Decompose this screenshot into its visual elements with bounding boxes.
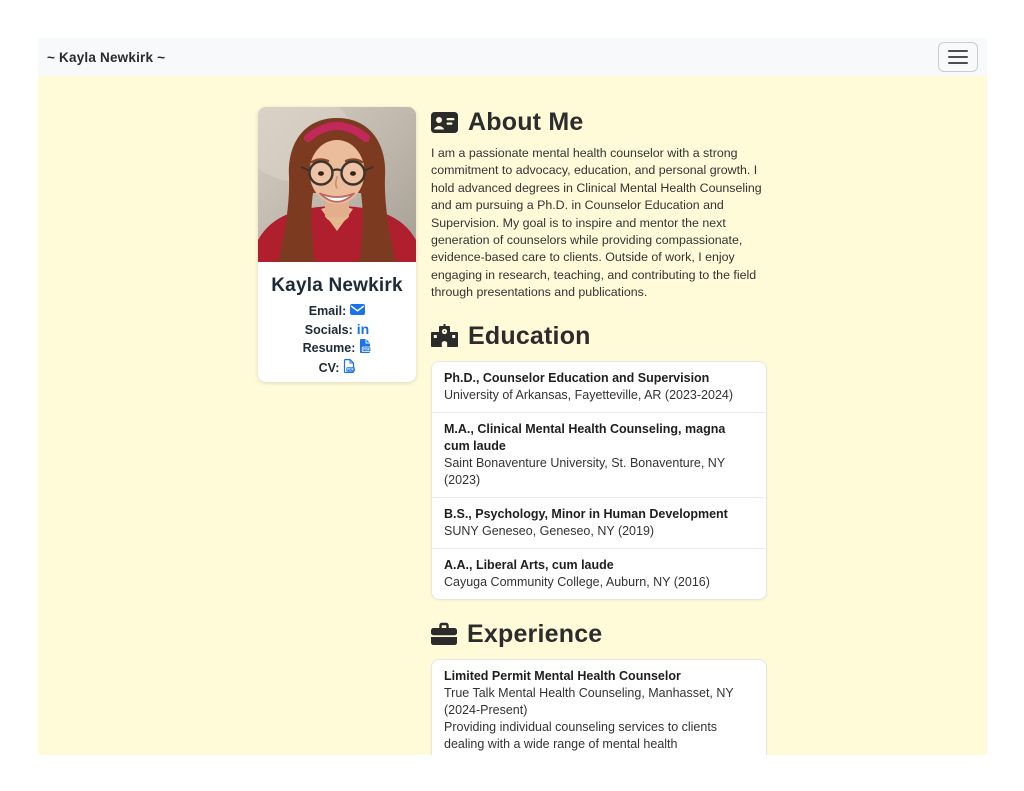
job-description: Providing individual counseling services to clients dealing with a wide range of mental health (444, 719, 718, 751)
about-title: About Me (468, 108, 584, 136)
education-item (432, 362, 766, 413)
resume-label: Resume: (302, 341, 356, 356)
file-pdf-solid-icon[interactable] (359, 339, 371, 359)
degree-school: Cayuga Community College, Auburn, NY (2016) (444, 574, 710, 589)
pdf-label-text: PDF (347, 367, 355, 372)
degree-school: SUNY Geneseo, Geneseo, NY (2019) (444, 523, 655, 538)
email-label: Email: (308, 304, 347, 319)
education-item (432, 413, 766, 498)
content-row (258, 107, 767, 755)
email-row (258, 303, 416, 321)
education-list (431, 361, 767, 600)
linkedin-icon[interactable]: in (356, 320, 370, 337)
degree-title: B.S., Psychology, Minor in Human Development (444, 506, 728, 521)
cv-label: CV: (318, 360, 340, 375)
resume-row (258, 339, 416, 359)
experience-title: Experience (467, 619, 603, 648)
bio-column (431, 107, 767, 755)
profile-card (258, 107, 416, 382)
profile-photo (258, 107, 416, 262)
degree-title: Ph.D., Counselor Education and Supervision (444, 370, 710, 385)
socials-row (258, 321, 416, 340)
experience-item (432, 660, 766, 755)
profile-name: Kayla Newkirk (271, 275, 403, 296)
about-text: I am a passionate mental health counselor with a strong commitment to advocacy, education, and personal growth. I hold advanced degrees in Clinical Mental Health Counseling and am pursuing a Ph.D. in Counselor Education and Supervision. My goal is to inspire and mentor the next generation of counselors while providing compassionate, evidence-based care to clients. Outside of work, I enjoy engaging in research, teaching, and contributing to the field through presentations and publications. (431, 146, 762, 300)
education-item (432, 498, 766, 549)
pdf-label-text: PDF (363, 347, 371, 352)
portrait-image (258, 107, 416, 262)
degree-school: Saint Bonaventure University, St. Bonaventure, NY (2023) (444, 455, 725, 487)
education-title: Education (468, 321, 591, 350)
navbar (38, 38, 987, 76)
about-heading (431, 107, 767, 137)
experience-heading (431, 619, 767, 649)
degree-title: A.A., Liberal Arts, cum laude (444, 557, 614, 572)
job-org: True Talk Mental Health Counseling, Manhasset, NY (2024-Present) (444, 685, 734, 717)
briefcase-icon (431, 622, 457, 645)
profile-links (258, 303, 416, 378)
degree-school: University of Arkansas, Fayetteville, AR (2023-2024) (444, 387, 734, 402)
degree-title: M.A., Clinical Mental Health Counseling, magna cum laude (444, 421, 726, 453)
school-icon (431, 324, 458, 347)
envelope-icon[interactable] (350, 303, 365, 321)
socials-label: Socials: (304, 322, 353, 337)
address-card-icon (431, 112, 458, 133)
cv-row (258, 359, 416, 379)
file-pdf-outline-icon[interactable] (343, 359, 355, 379)
hamburger-icon (948, 50, 968, 64)
education-heading (431, 321, 767, 351)
page-frame (38, 38, 987, 755)
job-title: Limited Permit Mental Health Counselor (444, 668, 681, 683)
main-content (38, 76, 987, 755)
navbar-brand[interactable]: ~ Kayla Newkirk ~ (47, 49, 166, 65)
education-item (432, 549, 766, 599)
navbar-toggler-button[interactable] (938, 42, 978, 72)
experience-list (431, 659, 767, 755)
